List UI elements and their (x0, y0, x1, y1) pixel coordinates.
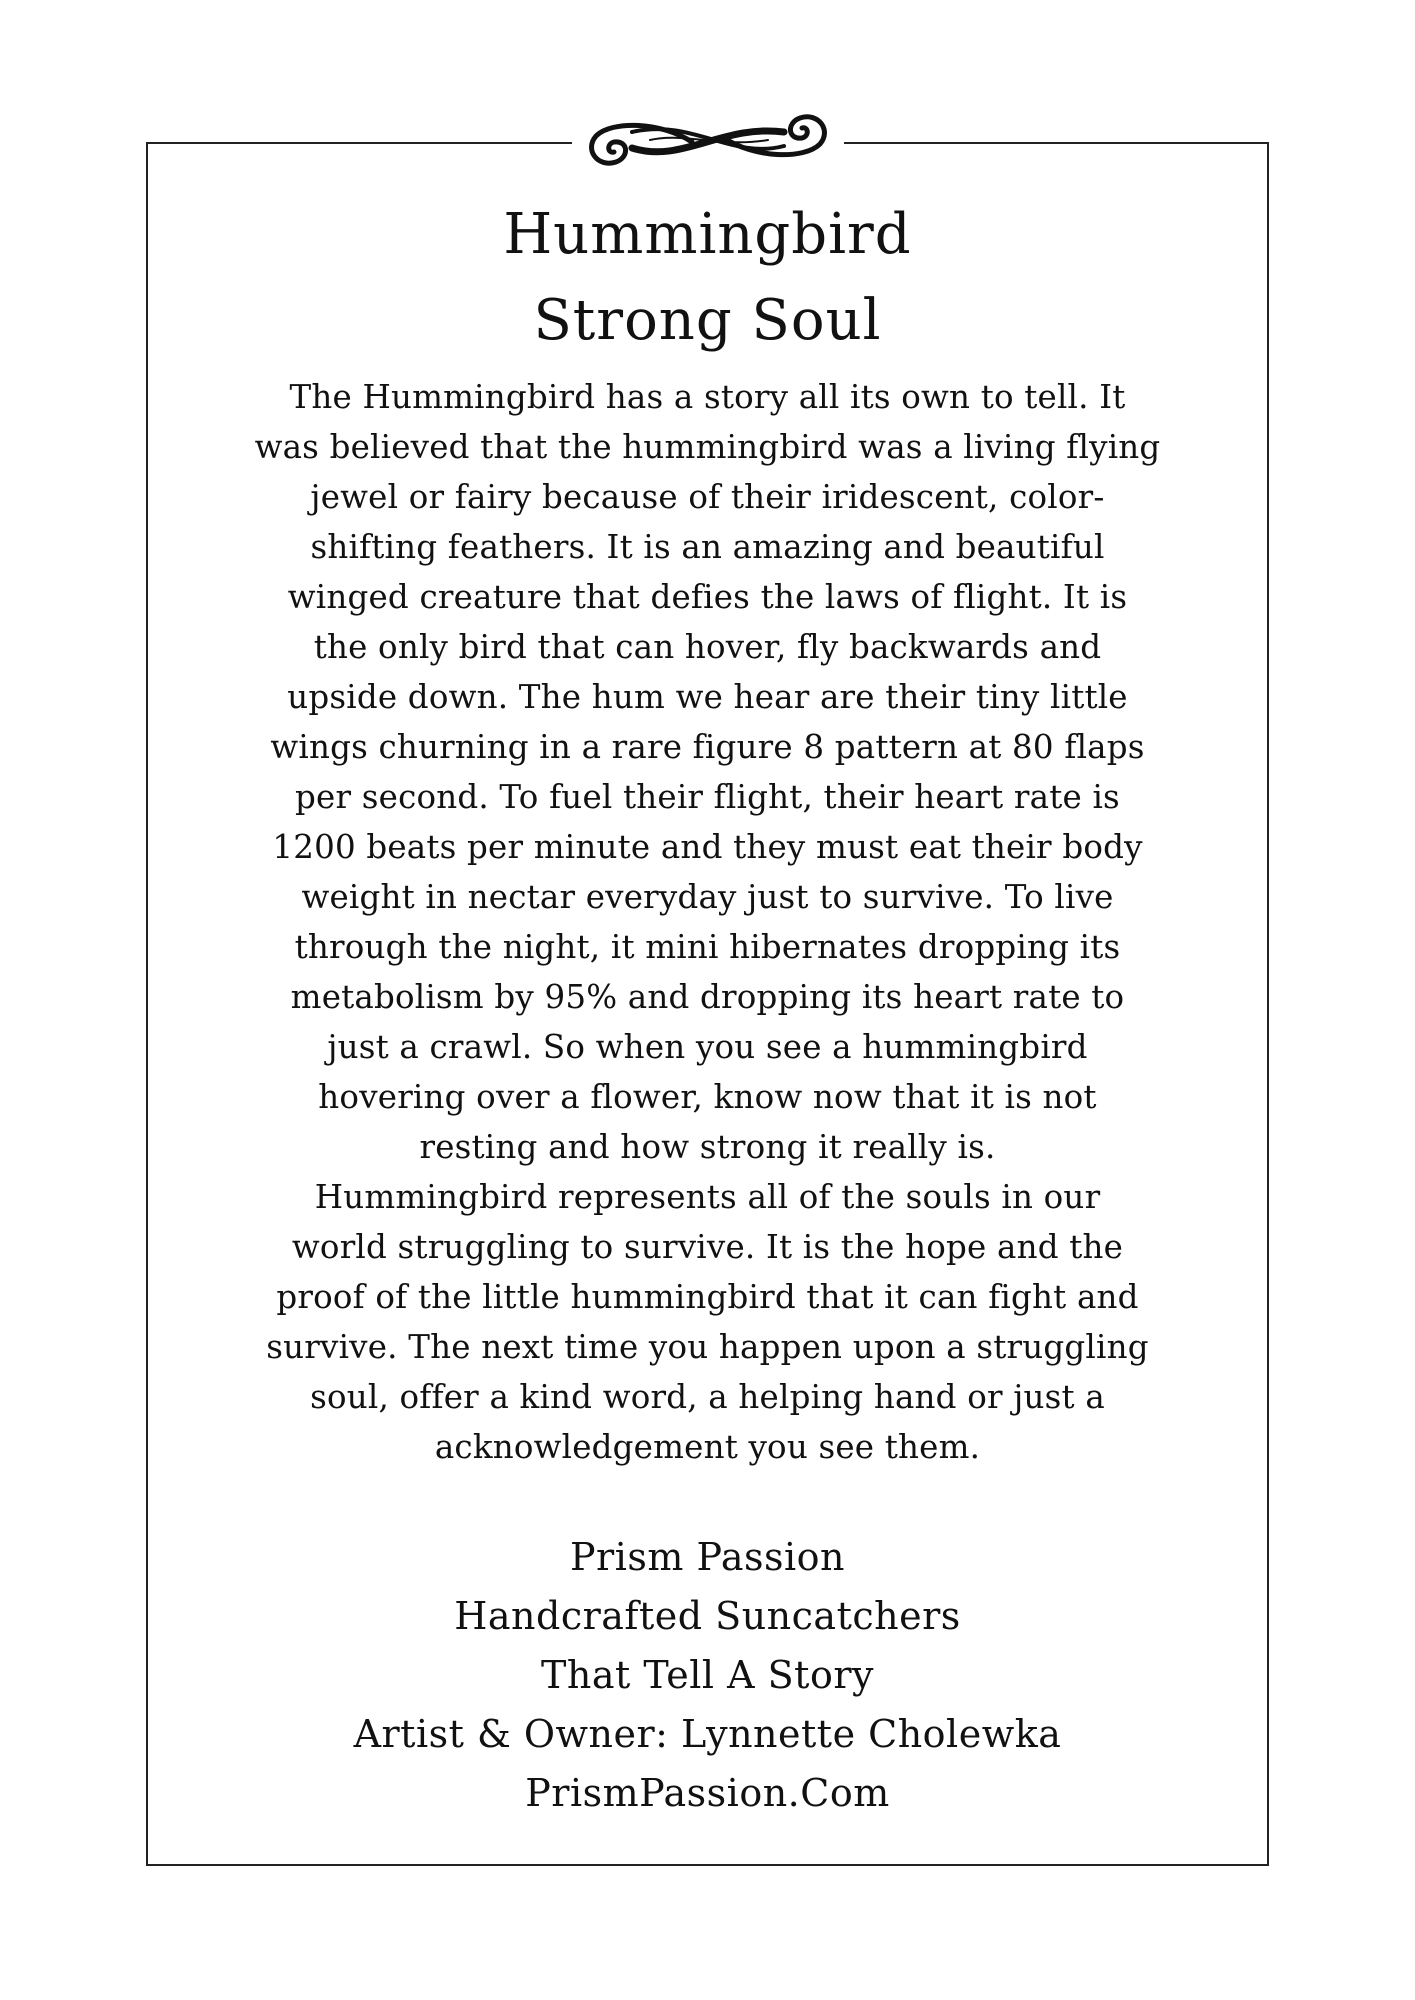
brand-name: Prism Passion (569, 1535, 846, 1579)
story-line: upside down. The hum we hear are their tiny little (287, 678, 1128, 716)
page-title (146, 192, 1269, 364)
story-line: world struggling to survive. It is the hope and the (291, 1228, 1124, 1266)
story-line: jewel or fairy because of their iridescent, color- (310, 478, 1105, 516)
story-line: The Hummingbird has a story all its own to tell. It (289, 378, 1126, 416)
signature-block (146, 1528, 1269, 1823)
story-line: hovering over a flower, know now that it is not (318, 1078, 1097, 1116)
story-line: was believed that the hummingbird was a living flying (254, 428, 1161, 466)
story-line: shifting feathers. It is an amazing and beautiful (310, 528, 1105, 566)
story-line: winged creature that defies the laws of flight. It is (287, 578, 1128, 616)
story-line: proof of the little hummingbird that it can fight and (276, 1278, 1139, 1316)
title-line-2: Strong Soul (533, 288, 882, 353)
tagline-line-2: That Tell A Story (541, 1653, 874, 1697)
artist-credit: Artist & Owner: Lynnette Cholewka (353, 1712, 1062, 1756)
story-line: just a crawl. So when you see a hummingbird (327, 1028, 1088, 1066)
story-line: the only bird that can hover, fly backwards and (313, 628, 1102, 666)
flourish-ornament-icon (572, 102, 844, 178)
title-line-1: Hummingbird (503, 202, 912, 267)
story-line: acknowledgement you see them. (434, 1428, 981, 1466)
story-line: Hummingbird represents all of the souls in our (314, 1178, 1101, 1216)
story-line: weight in nectar everyday just to survive. To live (301, 878, 1114, 916)
story-line: per second. To fuel their flight, their heart rate is (295, 778, 1120, 816)
story-text (196, 372, 1219, 1472)
story-line: wings churning in a rare figure 8 pattern at 80 flaps (270, 728, 1145, 766)
story-line: survive. The next time you happen upon a struggling (266, 1328, 1149, 1366)
story-line: metabolism by 95% and dropping its heart rate to (290, 978, 1125, 1016)
website-text: PrismPassion.Com (525, 1771, 890, 1815)
tagline-line-1: Handcrafted Suncatchers (454, 1594, 961, 1638)
story-line: 1200 beats per minute and they must eat their body (272, 828, 1143, 866)
story-line: resting and how strong it really is. (419, 1128, 996, 1166)
story-line: soul, offer a kind word, a helping hand or just a (310, 1378, 1105, 1416)
story-line: through the night, it mini hibernates dropping its (294, 928, 1121, 966)
